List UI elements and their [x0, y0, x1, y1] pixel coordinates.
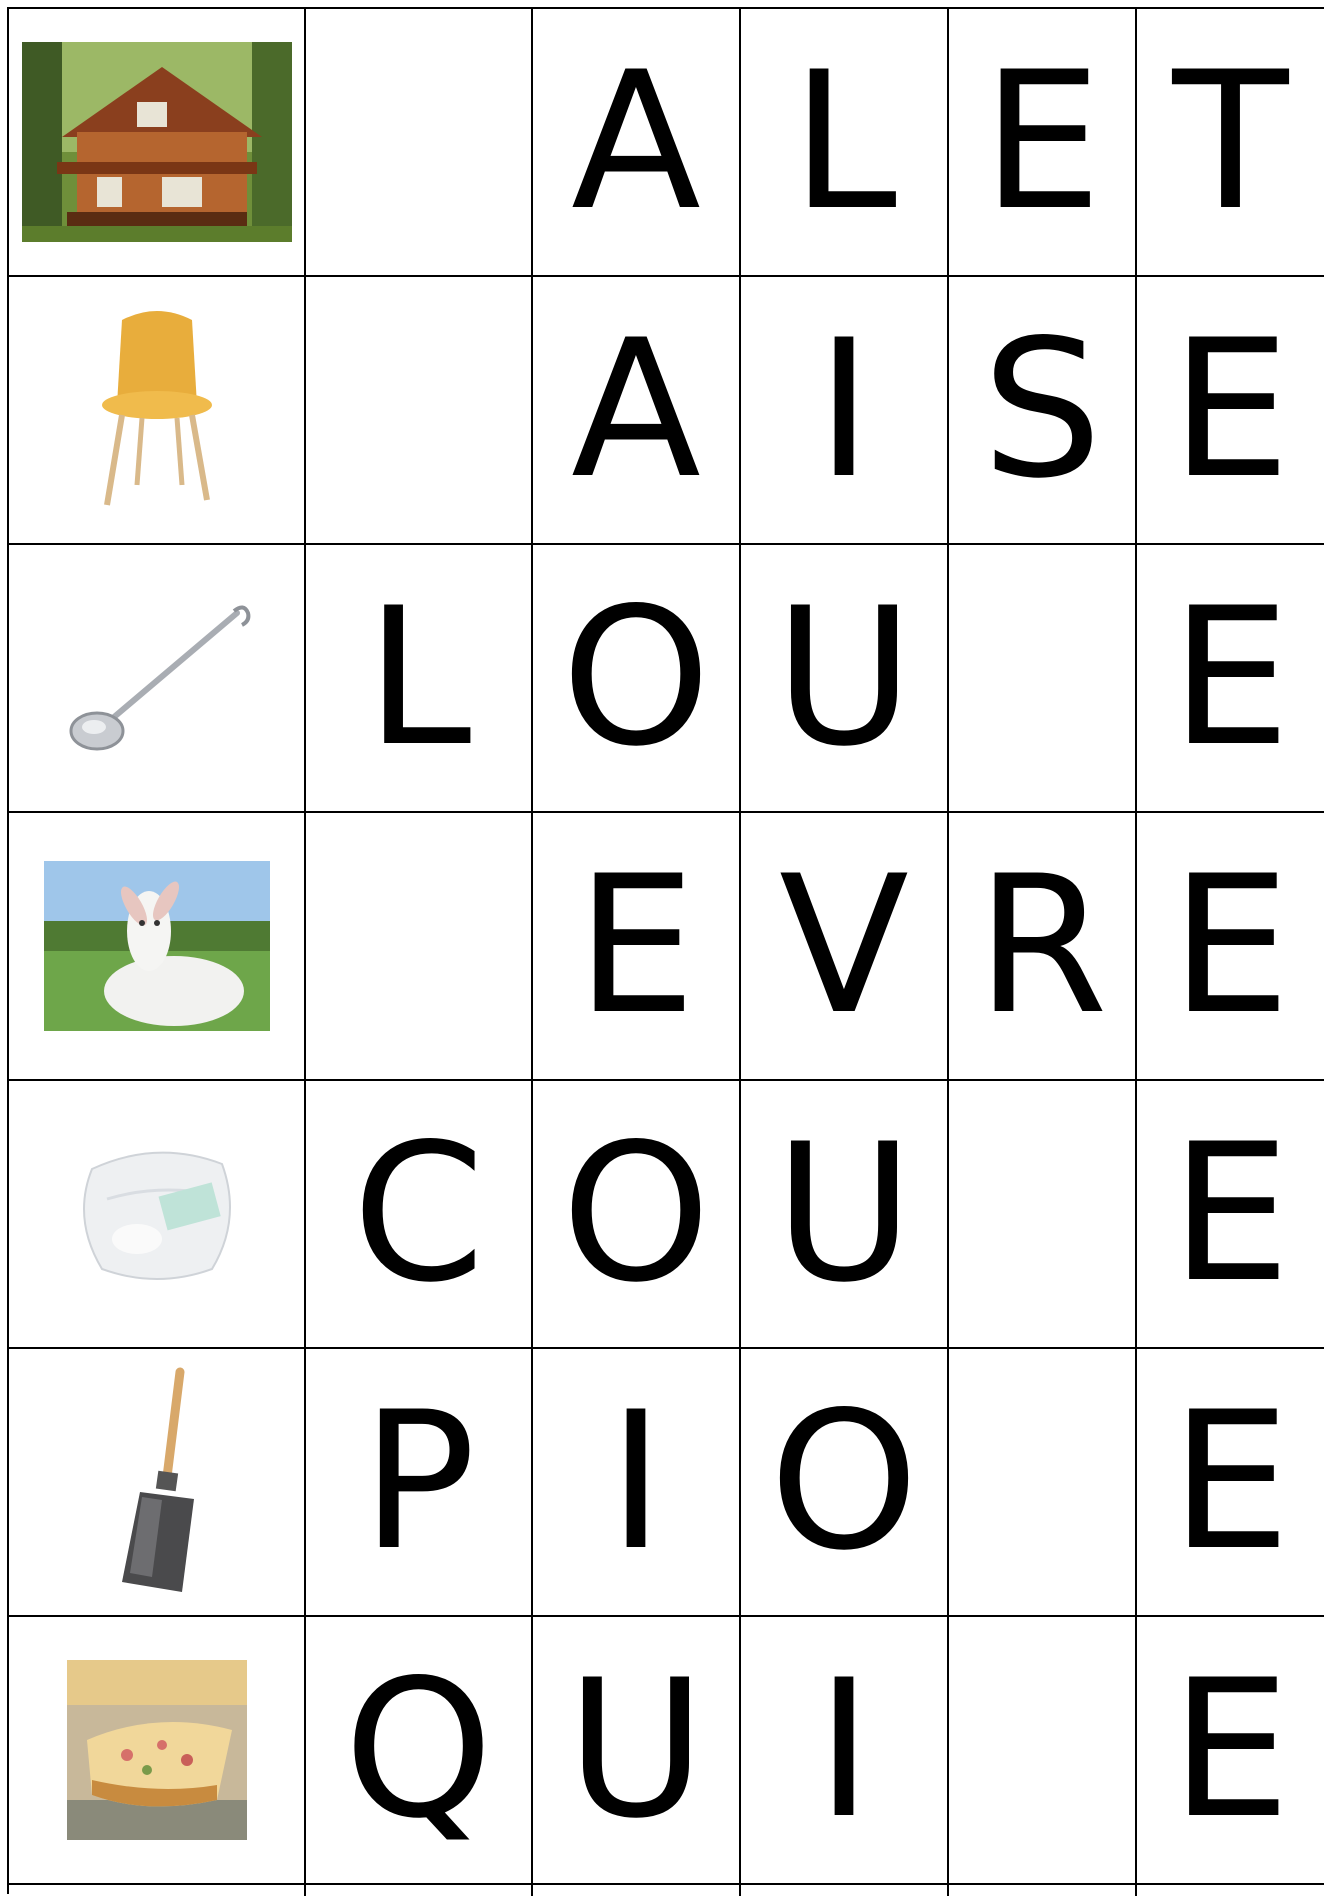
picture-cell-goat [9, 813, 306, 1081]
letter: U [774, 1103, 914, 1324]
picture-cell-quiche [9, 1617, 306, 1885]
shovel-image [102, 1367, 212, 1597]
letter-cell [533, 545, 741, 813]
letter-cell [741, 545, 949, 813]
letter: U [566, 1639, 706, 1860]
picture-cell-chair [9, 277, 306, 545]
letter: R [975, 835, 1109, 1056]
letter: O [561, 1103, 711, 1324]
grid-cell [741, 1885, 949, 1896]
letter: L [365, 567, 472, 788]
letter-cell [533, 813, 741, 1081]
letter-cell [306, 1617, 533, 1885]
grid-cell [533, 1885, 741, 1896]
letter-cell [1137, 277, 1324, 545]
letter-cell [949, 1349, 1137, 1617]
letter-cell [1137, 1081, 1324, 1349]
letter-cell [741, 813, 949, 1081]
grid-cell [306, 1885, 533, 1896]
letter-cell [306, 1081, 533, 1349]
letter-cell [741, 9, 949, 277]
letter-cell [533, 9, 741, 277]
letter-cell [741, 1081, 949, 1349]
letter-grid-worksheet [7, 7, 1324, 1894]
letter-cell [1137, 1349, 1324, 1617]
letter-cell [949, 277, 1137, 545]
letter-cell [306, 813, 533, 1081]
letter-cell [1137, 545, 1324, 813]
letter: O [561, 567, 711, 788]
letter: E [1170, 1639, 1291, 1860]
letter-cell [533, 277, 741, 545]
letter: E [1170, 299, 1291, 520]
diaper-image [72, 1139, 242, 1289]
letter-cell [1137, 9, 1324, 277]
letter-cell [306, 277, 533, 545]
picture-cell-shovel [9, 1349, 306, 1617]
letter: L [791, 31, 897, 252]
letter-cell [533, 1081, 741, 1349]
letter-cell [741, 1349, 949, 1617]
letter-cell [533, 1617, 741, 1885]
letter-cell [949, 1081, 1137, 1349]
letter: C [352, 1103, 485, 1324]
letter-cell [306, 9, 533, 277]
letter: E [1170, 1103, 1291, 1324]
letter-cell [949, 813, 1137, 1081]
letter: Q [343, 1639, 494, 1860]
letter-cell [306, 545, 533, 813]
letter: A [571, 299, 701, 520]
letter-cell [533, 1349, 741, 1617]
quiche-image [67, 1660, 247, 1840]
picture-cell-cabin [9, 9, 306, 277]
letter: E [1170, 1371, 1291, 1592]
picture-cell-ladle [9, 545, 306, 813]
letter: E [1170, 835, 1291, 1056]
letter-cell [949, 9, 1137, 277]
goat-image [44, 861, 270, 1031]
letter: T [1172, 31, 1289, 252]
ladle-image [62, 603, 252, 753]
letter: P [361, 1371, 476, 1592]
grid-cell [1137, 1885, 1324, 1896]
letter: E [1170, 567, 1291, 788]
letter: O [769, 1371, 919, 1592]
picture-cell-diaper [9, 1081, 306, 1349]
letter: I [815, 1639, 873, 1860]
letter: V [779, 835, 909, 1056]
letter-cell [1137, 813, 1324, 1081]
grid-cell [949, 1885, 1137, 1896]
letter: E [575, 835, 697, 1056]
grid-cell [9, 1885, 306, 1896]
letter-cell [949, 545, 1137, 813]
letter: I [607, 1371, 665, 1592]
letter-cell [949, 1617, 1137, 1885]
cabin-house-image [22, 42, 292, 242]
yellow-chair-image [87, 310, 227, 510]
letter: A [571, 31, 701, 252]
letter: E [981, 31, 1103, 252]
letter: S [981, 299, 1103, 520]
letter-cell [306, 1349, 533, 1617]
letter: I [815, 299, 873, 520]
letter-cell [741, 277, 949, 545]
letter-cell [1137, 1617, 1324, 1885]
letter: U [774, 567, 914, 788]
letter-cell [741, 1617, 949, 1885]
